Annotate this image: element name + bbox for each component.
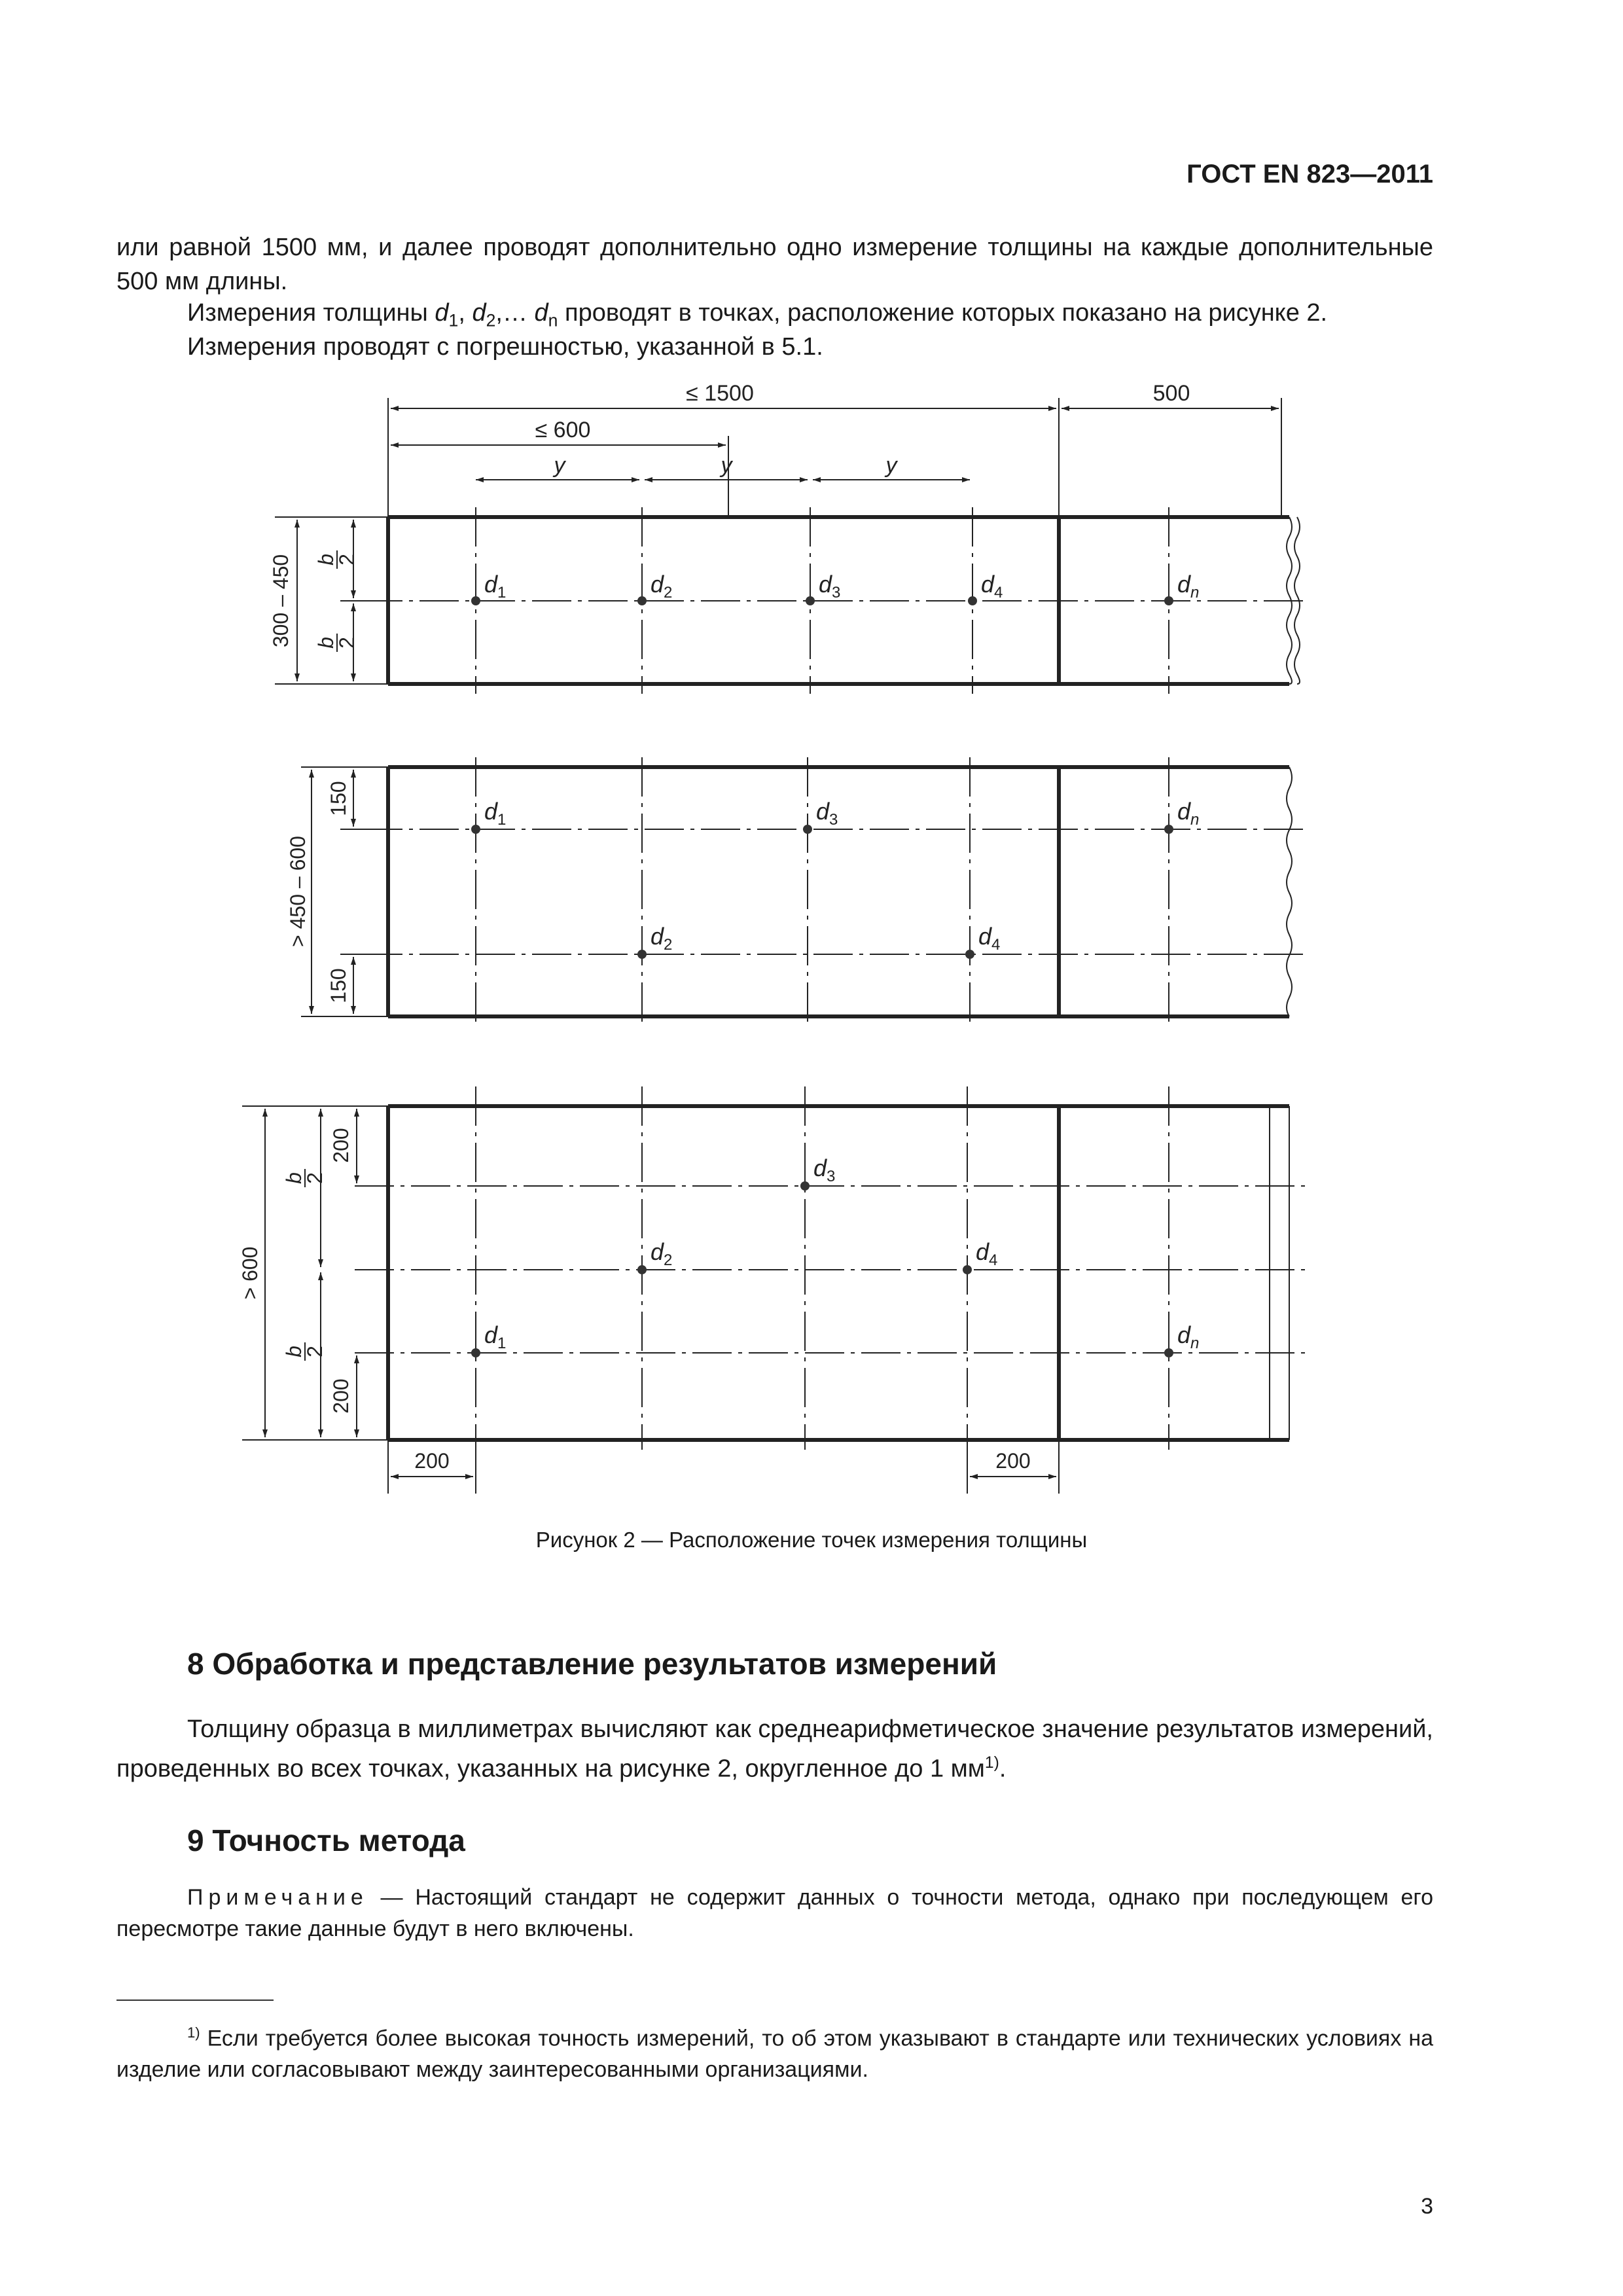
point-label-d2: $d_2$ — [651, 923, 673, 954]
panel-width-300-450 — [269, 507, 1306, 694]
dim-b-half-lower — [314, 634, 359, 652]
dim-le1500: ≤ 1500 — [686, 381, 754, 406]
dim-b-half-upper — [282, 1169, 327, 1187]
dim-y-2: y — [721, 453, 732, 478]
dim-200-bottom: 200 — [329, 1378, 353, 1414]
svg-text:b: b — [282, 1346, 306, 1357]
svg-text:2: 2 — [335, 554, 359, 565]
point-label-dn: $d_n$ — [1177, 571, 1200, 601]
note-paragraph: Примечание — Настоящий стандарт не содержит данных о точности метода, однако при последующем его пересмотре такие данные будут в него включены. — [116, 1885, 1433, 1941]
top-dimensions — [388, 398, 1281, 517]
svg-text:2: 2 — [335, 637, 359, 649]
paragraph-accuracy: Измерения проводят с погрешностью, указанной в 5.1. — [187, 333, 823, 361]
section-8-text: Толщину образца в миллиметрах вычисляют как среднеарифметическое значение результатов измерений, проведенных во всех точках, указанных на рисунке 2, округленное до 1 $мм^{1)}$. — [116, 1715, 1433, 1783]
point-label-d1: $d_1$ — [484, 571, 507, 601]
document-code: ГОСТ EN 823—2011 — [1186, 160, 1433, 188]
figure-caption: Рисунок 2 — Расположение точек измерения толщины — [535, 1528, 1088, 1552]
dim-b-half-lower — [282, 1342, 327, 1361]
footnote-ref[interactable]: 1) — [984, 1754, 999, 1772]
dim-200-left: 200 — [414, 1449, 450, 1473]
point-label-d3: $d_3$ — [813, 1155, 836, 1185]
point-label-d4: $d_4$ — [978, 923, 1001, 954]
dim-gt600: > 600 — [238, 1246, 262, 1300]
svg-text:b: b — [282, 1172, 306, 1184]
point-label-d1: $d_1$ — [484, 1321, 507, 1352]
point-label-d3: $d_3$ — [816, 798, 838, 829]
point-label-d2: $d_2$ — [651, 1238, 673, 1269]
paragraph-text-start: Измерения толщины — [187, 299, 435, 327]
svg-text:b: b — [314, 554, 338, 565]
panel-width-450-600 — [286, 757, 1306, 1026]
paragraph-text-end: проводят в точках, расположение которых показано на рисунке 2. — [558, 299, 1328, 327]
footnote-mark: 1) — [187, 2024, 200, 2041]
dim-200-top: 200 — [329, 1128, 353, 1163]
svg-text:2: 2 — [303, 1172, 327, 1184]
point-label-d2: $d_2$ — [651, 571, 673, 601]
point-label-d3: $d_3$ — [819, 571, 841, 601]
dim-150-top: 150 — [327, 781, 350, 816]
dim-b-half-upper — [314, 550, 359, 569]
point-label-d1: $d_1$ — [484, 798, 507, 829]
panel-width-over-600 — [238, 1086, 1306, 1494]
dim-500: 500 — [1152, 381, 1190, 406]
page-number: 3 — [1421, 2194, 1433, 2219]
footnote: $^{1)}$ Если требуется более высокая точность измерений, то об этом указывают в стандарте или технических условиях на изделие или согласовывают между заинтересованными организациями. — [116, 2024, 1433, 2083]
dim-y-1: y — [554, 453, 565, 478]
paragraph-continuation: или равной 1500 мм, и далее проводят дополнительно одно измерение толщины на каждые дополнительные 500 мм длины. — [116, 234, 1433, 295]
note-label: Примечание — [187, 1885, 368, 1910]
dim-450-600: > 450 – 600 — [286, 836, 310, 947]
section-8-heading: 8 Обработка и представление результатов измерений — [187, 1647, 997, 1681]
paragraph-measurement-points: Измерения толщины $d_1$, $d_2,\dots$ $d_n$ проводят в точках, расположение которых показано на рисунке 2. — [187, 299, 1328, 331]
svg-text:2: 2 — [303, 1346, 327, 1357]
dim-300-450: 300 – 450 — [269, 554, 293, 648]
dim-150-bottom: 150 — [327, 968, 350, 1003]
section-9-heading: 9 Точность метода — [187, 1823, 465, 1857]
dim-y-3: y — [885, 453, 897, 478]
svg-text:b: b — [314, 637, 338, 649]
point-label-d4: $d_4$ — [981, 571, 1003, 601]
dim-200-right: 200 — [995, 1449, 1031, 1473]
dim-le600: ≤ 600 — [535, 418, 591, 442]
footnote-divider — [116, 2000, 274, 2001]
point-label-d4: $d_4$ — [976, 1238, 998, 1269]
point-label-dn: $d_n$ — [1177, 798, 1200, 829]
point-label-dn: $d_n$ — [1177, 1321, 1200, 1352]
